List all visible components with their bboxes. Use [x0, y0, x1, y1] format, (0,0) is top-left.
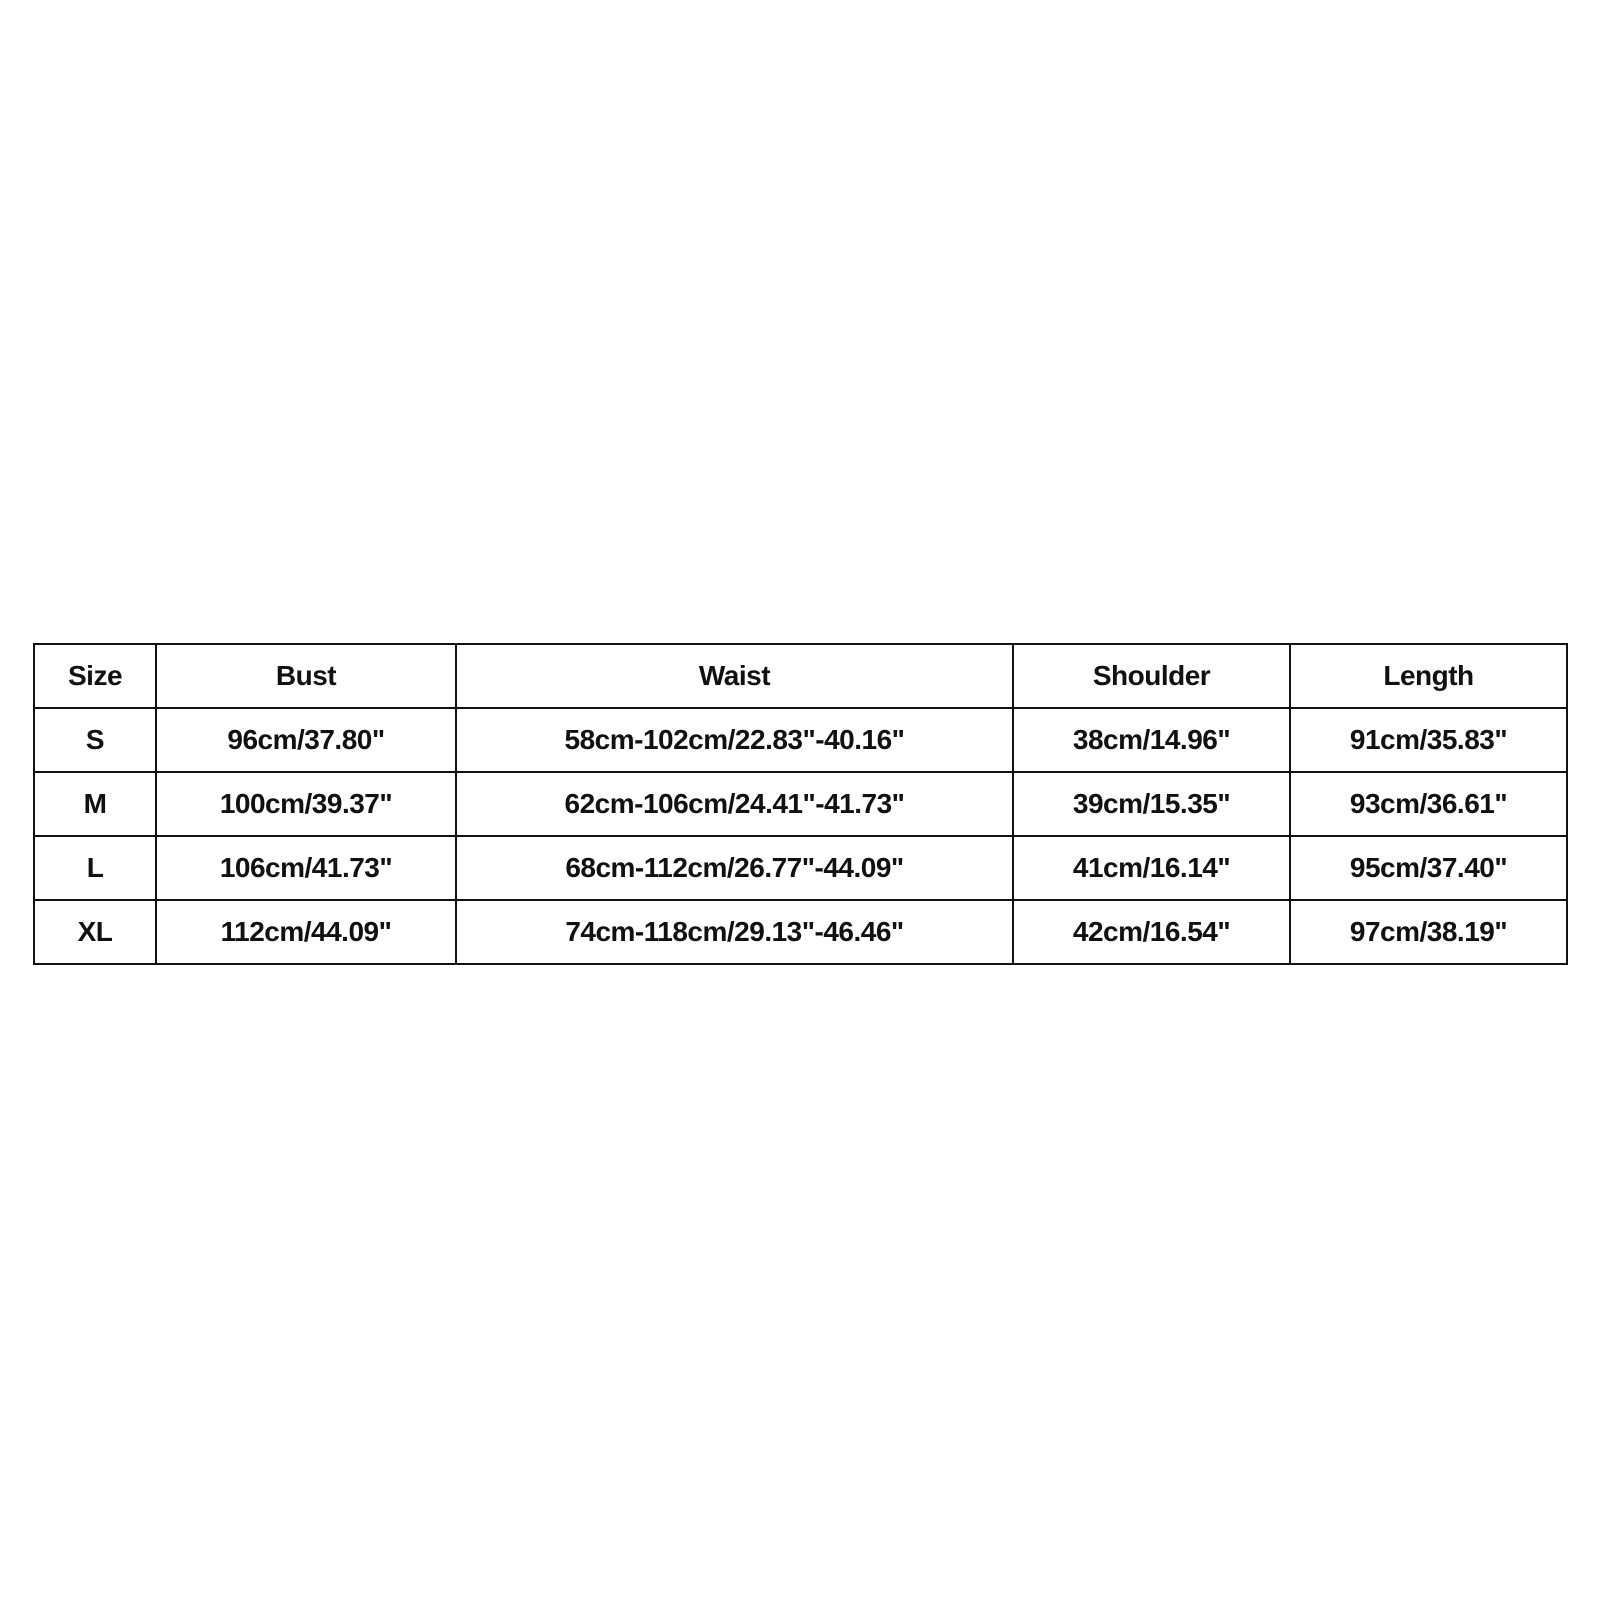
cell-shoulder: 41cm/16.14"	[1013, 836, 1290, 900]
cell-size: XL	[34, 900, 156, 964]
cell-size: L	[34, 836, 156, 900]
table-row-m	[34, 772, 1567, 836]
cell-shoulder: 42cm/16.54"	[1013, 900, 1290, 964]
cell-length: 97cm/38.19"	[1290, 900, 1567, 964]
table-header-row	[34, 644, 1567, 708]
cell-waist: 68cm-112cm/26.77"-44.09"	[456, 836, 1013, 900]
cell-size: M	[34, 772, 156, 836]
cell-waist: 74cm-118cm/29.13"-46.46"	[456, 900, 1013, 964]
header-shoulder: Shoulder	[1013, 644, 1290, 708]
cell-waist: 58cm-102cm/22.83"-40.16"	[456, 708, 1013, 772]
cell-bust: 106cm/41.73"	[156, 836, 456, 900]
cell-size: S	[34, 708, 156, 772]
cell-bust: 96cm/37.80"	[156, 708, 456, 772]
cell-shoulder: 39cm/15.35"	[1013, 772, 1290, 836]
cell-bust: 112cm/44.09"	[156, 900, 456, 964]
header-size: Size	[34, 644, 156, 708]
table-row-s	[34, 708, 1567, 772]
cell-length: 95cm/37.40"	[1290, 836, 1567, 900]
cell-shoulder: 38cm/14.96"	[1013, 708, 1290, 772]
cell-waist: 62cm-106cm/24.41"-41.73"	[456, 772, 1013, 836]
header-waist: Waist	[456, 644, 1013, 708]
cell-length: 91cm/35.83"	[1290, 708, 1567, 772]
cell-length: 93cm/36.61"	[1290, 772, 1567, 836]
header-bust: Bust	[156, 644, 456, 708]
table-row-l	[34, 836, 1567, 900]
header-length: Length	[1290, 644, 1567, 708]
table-row-xl	[34, 900, 1567, 964]
cell-bust: 100cm/39.37"	[156, 772, 456, 836]
size-chart-table	[33, 643, 1568, 965]
